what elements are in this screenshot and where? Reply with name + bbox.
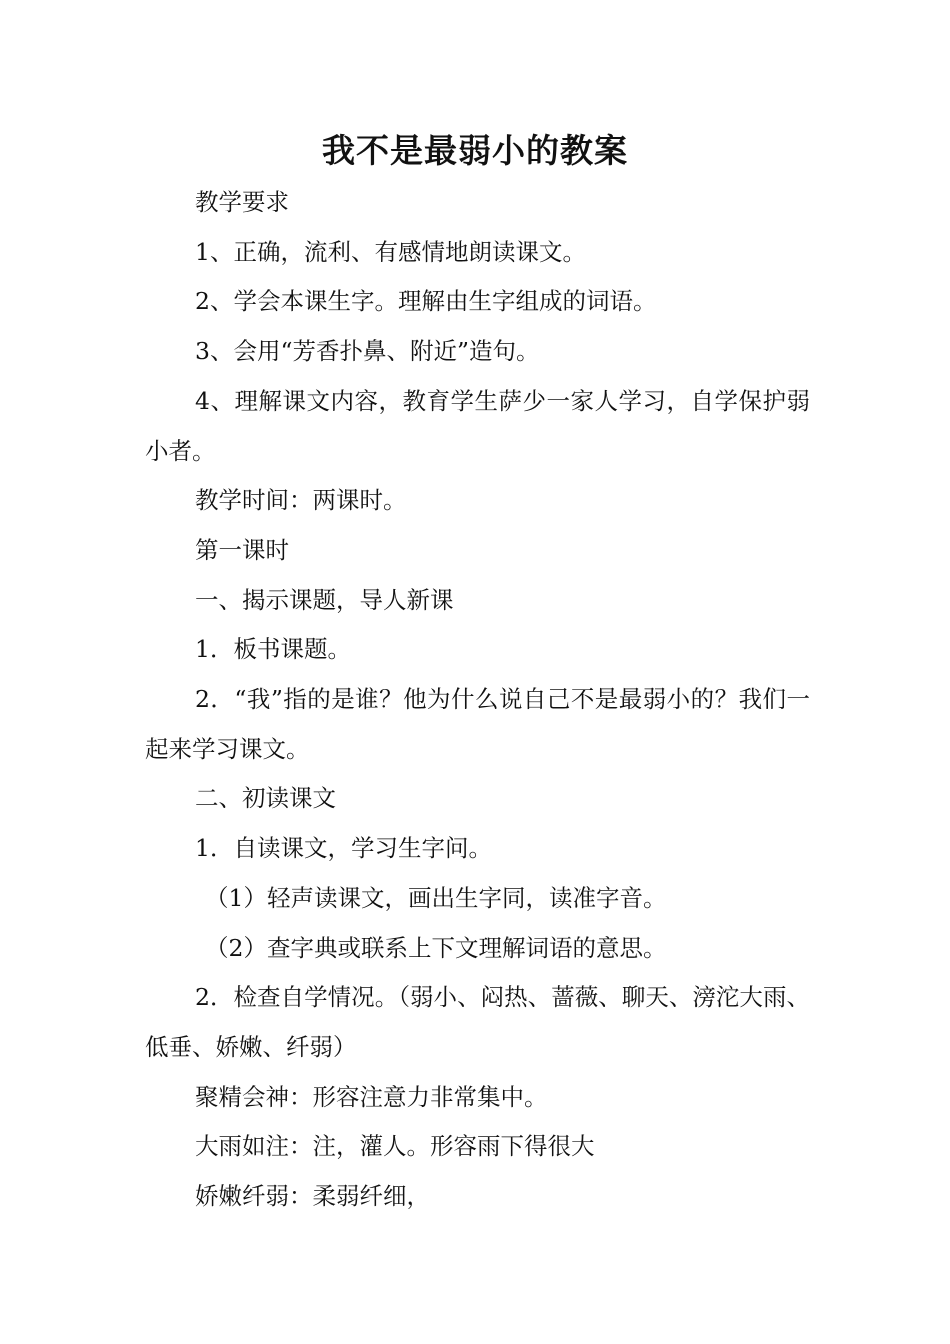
- part-one-step-2: 2．“我”指的是谁？他为什么说自己不是最弱小的？我们一起来学习课文。: [145, 685, 810, 763]
- requirement-item-1: 1、正确，流利、有感情地朗读课文。: [195, 237, 586, 266]
- vocabulary-definition-2: 大雨如注：注，灌人。形容雨下得很大: [195, 1132, 595, 1161]
- part-two-step-2: 2．检查自学情况。（弱小、闷热、蔷薇、聊天、滂沱大雨、低垂、娇嫩、纤弱）: [145, 983, 810, 1061]
- document-body: [145, 178, 810, 1222]
- vocabulary-definition-3: 娇嫩纤弱：柔弱纤细，: [195, 1182, 430, 1211]
- part-one-heading: 一、揭示课题，导人新课: [195, 585, 454, 614]
- document-title: 我不是最弱小的教案: [322, 131, 628, 170]
- part-two-substep-2: （2）查字典或联系上下文理解词语的意思。: [205, 933, 667, 962]
- vocabulary-definition-1: 聚精会神：形容注意力非常集中。: [195, 1082, 548, 1111]
- section-heading-teaching-requirements: 教学要求: [195, 188, 289, 216]
- part-one-step-1: 1．板书课题。: [195, 635, 351, 664]
- part-two-heading: 二、初读课文: [195, 784, 336, 813]
- requirement-item-2: 2、学会本课生字。理解由生字组成的词语。: [195, 287, 657, 316]
- part-two-substep-1: （1）轻声读课文，画出生字同，读准字音。: [205, 883, 667, 912]
- requirement-item-3: 3、会用“芳香扑鼻、附近”造句。: [195, 337, 540, 366]
- teaching-time: 教学时间：两课时。: [195, 486, 407, 515]
- requirement-item-4: 4、理解课文内容，教育学生萨少一家人学习，自学保护弱小者。: [145, 386, 810, 465]
- part-two-step-1: 1．自读课文，学习生字问。: [195, 834, 492, 863]
- lesson-one-heading: 第一课时: [195, 535, 289, 564]
